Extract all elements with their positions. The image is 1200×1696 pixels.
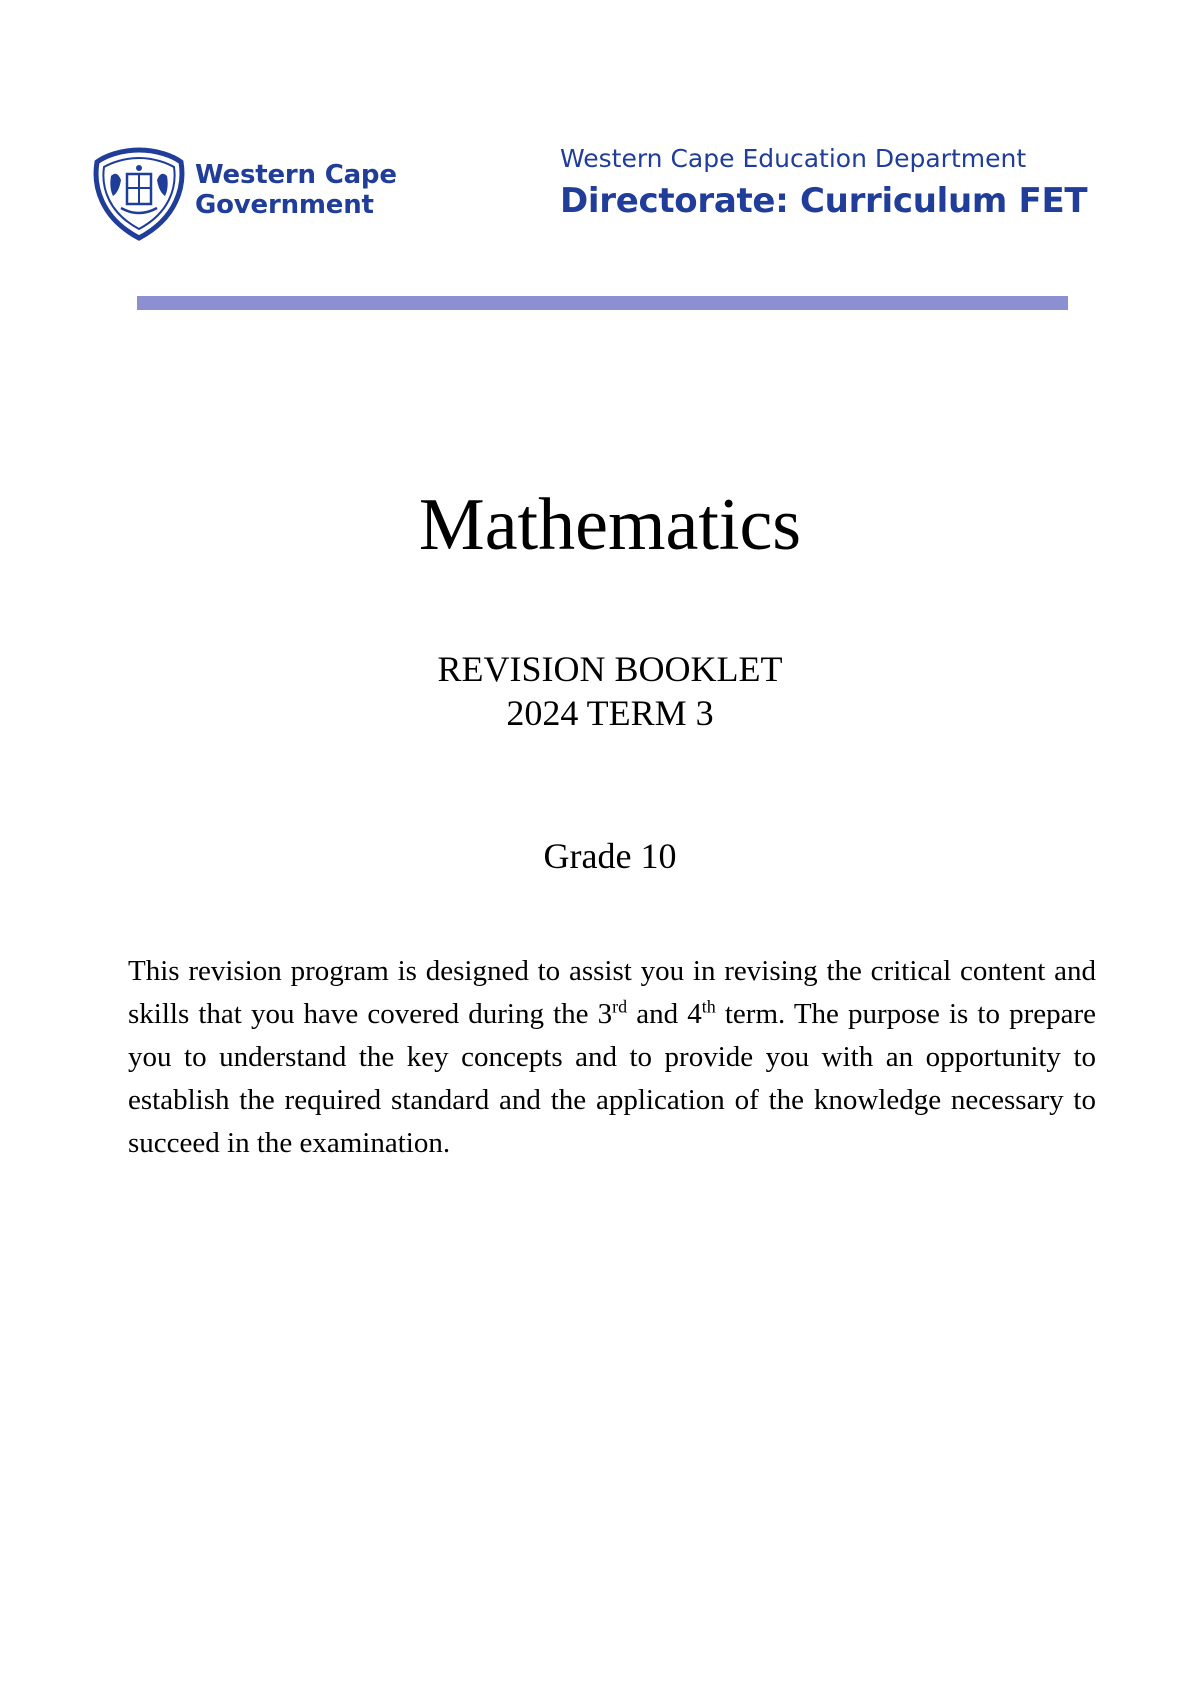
- booklet-line-1: REVISION BOOKLET: [437, 649, 783, 689]
- intro-superscript-rd: rd: [612, 996, 628, 1017]
- logo-line-1: Western Cape: [195, 160, 397, 190]
- logo-text: [195, 160, 397, 220]
- intro-text-3: term. The purpose is to prepare you to understand the key concepts and to provide you with an opportunity to establish the required standard and the application of the knowledge necessary to succeed in the examination.: [128, 998, 1096, 1159]
- directorate-title: Directorate: Curriculum FET: [560, 181, 1088, 221]
- subject-title: Mathematics: [418, 484, 802, 566]
- department-header: [560, 144, 1100, 222]
- western-cape-government-logo: [91, 146, 411, 242]
- grade-label: Grade 10: [543, 836, 677, 876]
- booklet-line-2: 2024 TERM 3: [506, 693, 714, 733]
- intro-text-2: and 4: [627, 998, 702, 1030]
- intro-superscript-th: th: [701, 996, 716, 1017]
- logo-line-2: Government: [195, 190, 374, 220]
- intro-text-1: This revision program is designed to assist you in revising the critical content and skills that you have covered during the 3: [128, 955, 1096, 1030]
- booklet-heading: [0, 647, 1200, 735]
- coat-of-arms-shield-icon: [91, 146, 187, 242]
- intro-paragraph: [128, 950, 1096, 1165]
- department-name: Western Cape Education Department: [560, 144, 1027, 173]
- header-divider: [137, 296, 1068, 310]
